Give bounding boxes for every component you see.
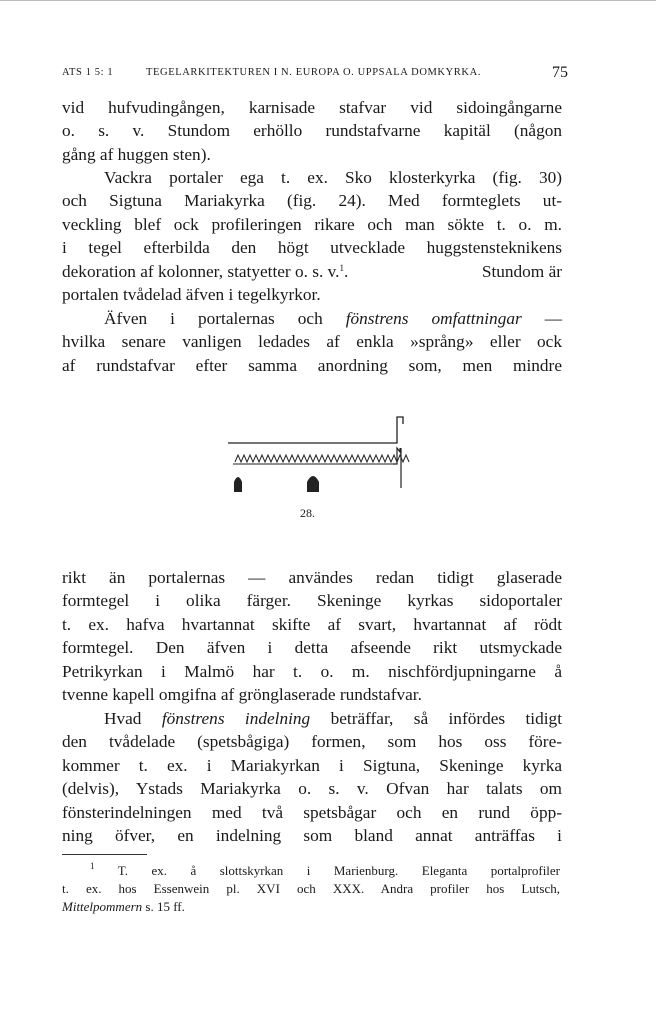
- running-header: [62, 64, 568, 82]
- text-line: formtegel i olika färger. Skeninge kyrkas sidoportaler: [62, 591, 562, 611]
- italic-term: fönstrens omfattningar: [345, 309, 522, 328]
- italic-title: Mittelpommern: [62, 899, 143, 914]
- text-line: fönsterindelningen med två spetsbågar och en rund öpp-: [62, 802, 562, 822]
- text-line: hvilka senare vanligen ledades af enkla »språng» eller ock: [62, 332, 562, 352]
- text-line: den tvådelade (spetsbågiga) formen, som hos oss före-: [62, 732, 562, 752]
- text-line: t. ex. hafva hvartannat skifte af svart, hvartannat af rödt: [62, 614, 562, 634]
- text-line: af rundstafvar efter samma anordning som, men mindre: [62, 355, 562, 375]
- paragraph-5: [62, 707, 562, 847]
- figure-28: [225, 412, 415, 522]
- text-line: o. s. v. Stundom erhöllo rundstafvarne kapitäl (någon: [62, 121, 562, 141]
- footnote-rule: [62, 854, 147, 855]
- footnote-marker: 1: [339, 262, 344, 273]
- italic-term: fönstrens indelning: [161, 709, 311, 728]
- footnote-line: t. ex. hos Essenwein pl. XVI och XXX. Andra profiler hos Lutsch,: [62, 881, 560, 896]
- text-line: tvenne kapell omgifna af grönglaserade rundstafvar.: [62, 685, 422, 705]
- header-signature: ATS 1 5: 1: [62, 67, 114, 78]
- text-line: rikt än portalernas — användes redan tidigt glaserade: [62, 568, 562, 587]
- text-line: Vackra portaler ega t. ex. Sko klosterkyrka (fig. 30): [104, 168, 562, 187]
- text-line: Petrikyrkan i Malmö har t. o. m. nischfördjupningarne å: [62, 661, 562, 681]
- top-rule: [0, 0, 656, 1]
- paragraph-2: [62, 166, 562, 306]
- text-line: Äfven i portalernas och fönstrens omfattningar —: [104, 309, 562, 328]
- text-line: portalen tvådelad äfven i tegelkyrkor.: [62, 285, 321, 305]
- footnote-line: $^1$ T. ex. å slottskyrkan i Marienburg. Eleganta portalprofiler: [90, 861, 561, 878]
- portal-profile-drawing: [225, 412, 415, 507]
- paragraph-4: [62, 566, 562, 706]
- figure-caption: 28.: [300, 506, 315, 520]
- footnote: [62, 862, 560, 916]
- footnote-number: 1: [90, 861, 95, 871]
- text-line: (delvis), Ystads Mariakyrka o. s. v. Ofvan har talats om: [62, 779, 562, 799]
- header-title: TEGELARKITEKTUREN I N. EUROPA O. UPPSALA DOMKYRKA.: [146, 67, 481, 78]
- text-line: formtegel. Den äfven i detta afseende rikt utsmyckade: [62, 638, 562, 658]
- paragraph-1: [62, 96, 562, 166]
- text-line: Hvad fönstrens indelning beträffar, så infördes tidigt: [104, 709, 562, 728]
- paragraph-3: [62, 307, 562, 377]
- text-line: kommer t. ex. i Mariakyrkan i Sigtuna, Skeninge kyrka: [62, 755, 562, 775]
- text-line: och Sigtuna Mariakyrka (fig. 24). Med formteglets ut-: [62, 191, 562, 211]
- text-line: ning öfver, en indelning som bland annat anträffas i: [62, 826, 562, 846]
- text-line: i tegel efterbilda den högt utvecklade huggstensteknikens: [62, 238, 562, 258]
- footnote-line: Mittelpommern s. 15 ff.: [62, 899, 185, 914]
- text-line-with-footnote: [62, 260, 562, 283]
- page-number: 75: [552, 64, 568, 81]
- text-line: gång af huggen sten).: [62, 144, 211, 164]
- text-fragment: dekoration af kolonner, statyetter o. s. v.$^1$.: [62, 261, 349, 281]
- text-line: vid hufvudingången, karnisade stafvar vid sidoingångarne: [62, 98, 562, 117]
- text-line: veckling blef ock profileringen rikare och man sökte t. o. m.: [62, 214, 562, 234]
- text-fragment: Stundom är: [481, 261, 562, 281]
